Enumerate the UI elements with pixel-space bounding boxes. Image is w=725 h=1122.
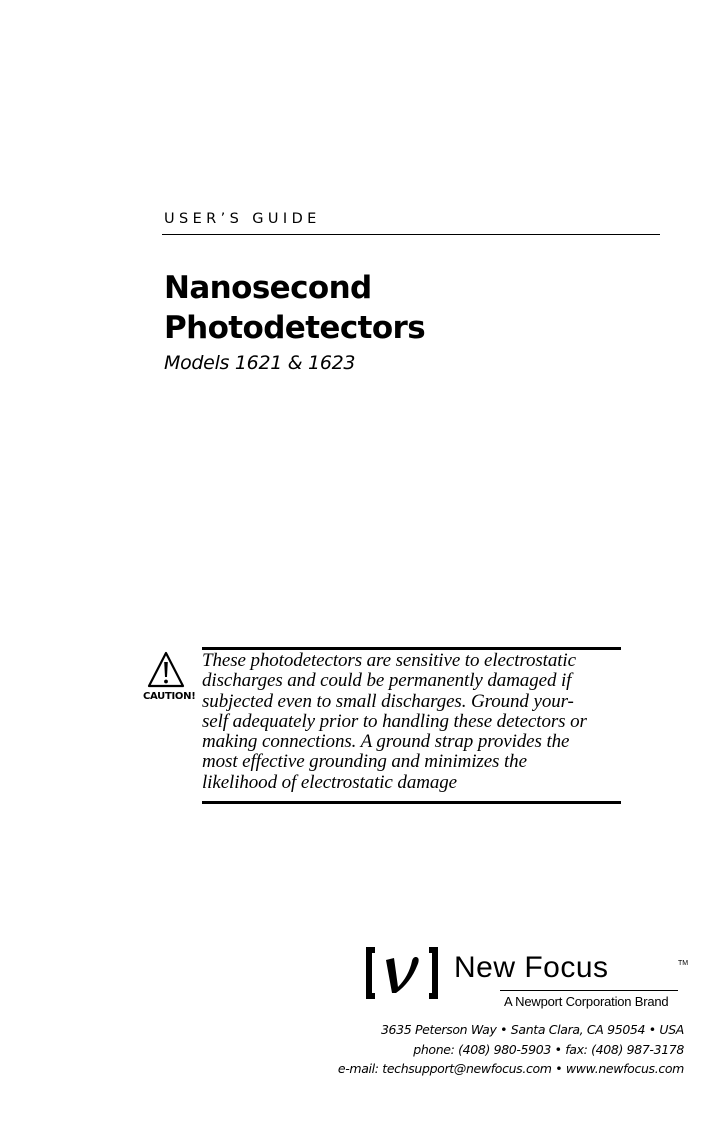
caution-line: subjected even to small discharges. Ground your- [202,690,574,712]
document-title [164,268,425,348]
brand-tagline: A Newport Corporation Brand [504,994,669,1009]
trademark-mark: TM [678,960,689,967]
caution-bottom-rule [202,801,621,804]
phone-fax: phone: (408) 980-5903 • fax: (408) 987-3178 [413,1042,684,1057]
caution-line: These photodetectors are sensitive to electrostatic [202,650,576,671]
postal-address: 3635 Peterson Way • Santa Clara, CA 95054 • USA [380,1022,684,1037]
models-subtitle: Models 1621 & 1623 [164,352,356,374]
caution-label: CAUTION! [143,691,196,702]
warning-triangle-icon [146,650,186,690]
header-rule [162,234,660,235]
caution-line: discharges and could be permanently damaged if [202,670,572,692]
caution-text [202,651,632,793]
caution-line: making connections. A ground strap provides the [202,731,570,753]
title-line-1: Nanosecond [164,270,372,306]
caution-line: self adequately prior to handling these detectors or [202,710,587,732]
title-line-2: Photodetectors [164,310,426,346]
brand-name: New Focus [454,951,609,984]
email-website: e-mail: techsupport@newfocus.com • www.newfocus.com [337,1061,684,1076]
nu-bracket-logo-icon [361,944,443,1002]
guide-label: USER’S GUIDE [164,211,321,227]
brand-rule [500,990,678,991]
caution-line: likelihood of electrostatic damage [202,771,457,793]
caution-line: most effective grounding and minimizes the [202,751,527,773]
